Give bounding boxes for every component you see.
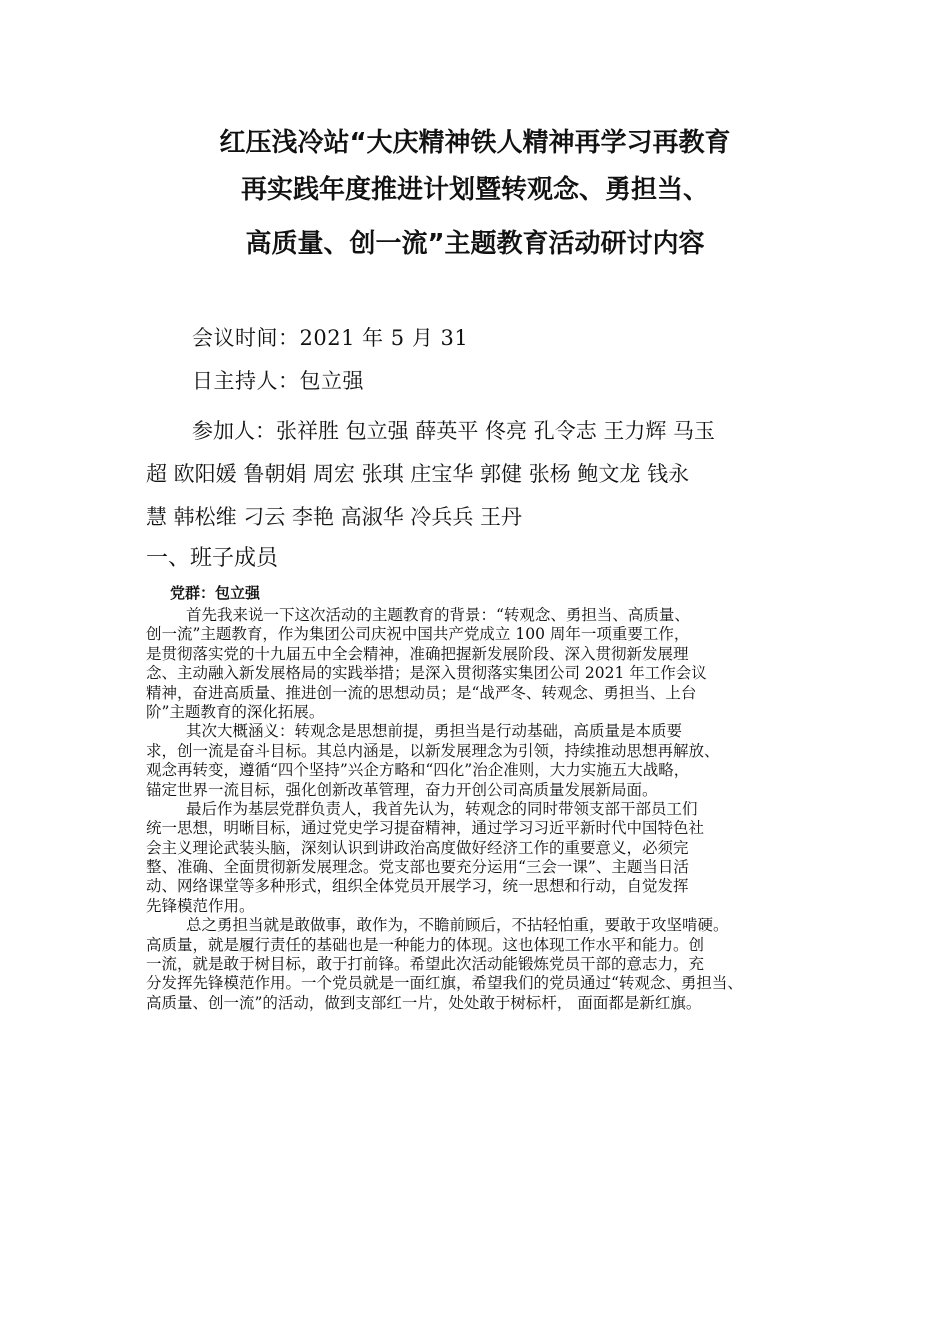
paragraph-1-line: 首先我来说一下这次活动的主题教育的背景：“转观念、勇担当、高质量、 (186, 606, 690, 624)
paragraph-2-line: 观念再转变，遵循“四个坚持”兴企方略和“四化”治企准则，大力实施五大战略， (146, 761, 690, 780)
paragraph-3-line: 统一思想，明晰目标，通过党史学习提奋精神，通过学习习近平新时代中国特色社 (146, 819, 705, 838)
paragraph-1-line: 是贯彻落实党的十九届五中全会精神，准确把握新发展阶段、深入贯彻新发展理 (146, 644, 689, 663)
paragraph-1-line: 创一流”主题教育，作为集团公司庆祝中国共产党成立 100 周年一项重要工作， (146, 625, 690, 644)
paragraph-3-line: 先锋模范作用。 (146, 896, 255, 915)
paragraph-3-line: 动、网络课堂等多种形式，组织全体党员开展学习，统一思想和行动，自觉发挥 (146, 877, 689, 896)
paragraph-4-line: 高质量、创一流”的活动，做到支部红一片，处处敢于树标杆， 面面都是新红旗。 (146, 993, 702, 1012)
speech-body (146, 606, 836, 1013)
document-title-line-3: 高质量、创一流”主题教育活动研讨内容 (245, 229, 705, 259)
paragraph-2-line: 锚定世界一流目标，强化创新改革管理，奋力开创公司高质量发展新局面。 (146, 780, 658, 799)
paragraph-1-line: 念、主动融入新发展格局的实践举措；是深入贯彻落实集团公司 2021 年工作会议 (146, 664, 707, 683)
participants-line-2: 超 欧阳媛 鲁朝娟 周宏 张琪 庄宝华 郭健 张杨 鲍文龙 钱永 (146, 462, 690, 486)
paragraph-4-line: 总之勇担当就是敢做事，敢作为，不瞻前顾后，不拈轻怕重，要敢于攻坚啃硬。 (186, 916, 729, 935)
paragraph-1-line: 精神，奋进高质量、推进创一流的思想动员；是“战严冬、转观念、勇担当、上台 (146, 683, 697, 702)
paragraph-2-line: 其次大概涵义：转观念是思想前提，勇担当是行动基础，高质量是本质要 (186, 722, 683, 741)
participants-list (146, 410, 826, 539)
meeting-time: 会议时间：2021 年 5 月 31 (192, 326, 469, 350)
speaker-label: 党群：包立强 (170, 584, 261, 602)
paragraph-3-line: 整、准确、全面贯彻新发展理念。党支部也要充分运用“三会一课”、主题当日活 (146, 858, 689, 877)
paragraph-2-line: 求，创一流是奋斗目标。其总内涵是，以新发展理念为引领，持续推动思想再解放、 (146, 741, 720, 760)
participants-line-3: 慧 韩松维 刁云 李艳 高淑华 冷兵兵 王丹 (146, 505, 523, 529)
paragraph-3-line: 会主义理论武装头脑，深刻认识到讲政治高度做好经济工作的重要意义，必须完 (146, 838, 689, 857)
paragraph-4-line: 一流，就是敢于树目标，敢于打前锋。希望此次活动能锻炼党员干部的意志力，充 (146, 955, 705, 974)
paragraph-4-line: 分发挥先锋模范作用。一个党员就是一面红旗，希望我们的党员通过“转观念、勇担当、 (146, 974, 743, 993)
section-heading: 一、班子成员 (146, 546, 279, 571)
meeting-host: 日主持人：包立强 (192, 369, 364, 393)
paragraph-3-line: 最后作为基层党群负责人，我首先认为，转观念的同时带领支部干部员工们 (186, 799, 698, 818)
document-title-line-1: 红压浅冷站“大庆精神铁人精神再学习再教育 (219, 128, 731, 158)
paragraph-4-line: 高质量，就是履行责任的基础也是一种能力的体现。这也体现工作水平和能力。创 (146, 935, 705, 954)
paragraph-1-line: 阶”主题教育的深化拓展。 (146, 702, 325, 721)
participants-line-1: 参加人：张祥胜 包立强 薛英平 佟亮 孔令志 王力辉 马玉 (192, 419, 716, 443)
document-title-line-2: 再实践年度推进计划暨转观念、勇担当、 (240, 175, 709, 205)
